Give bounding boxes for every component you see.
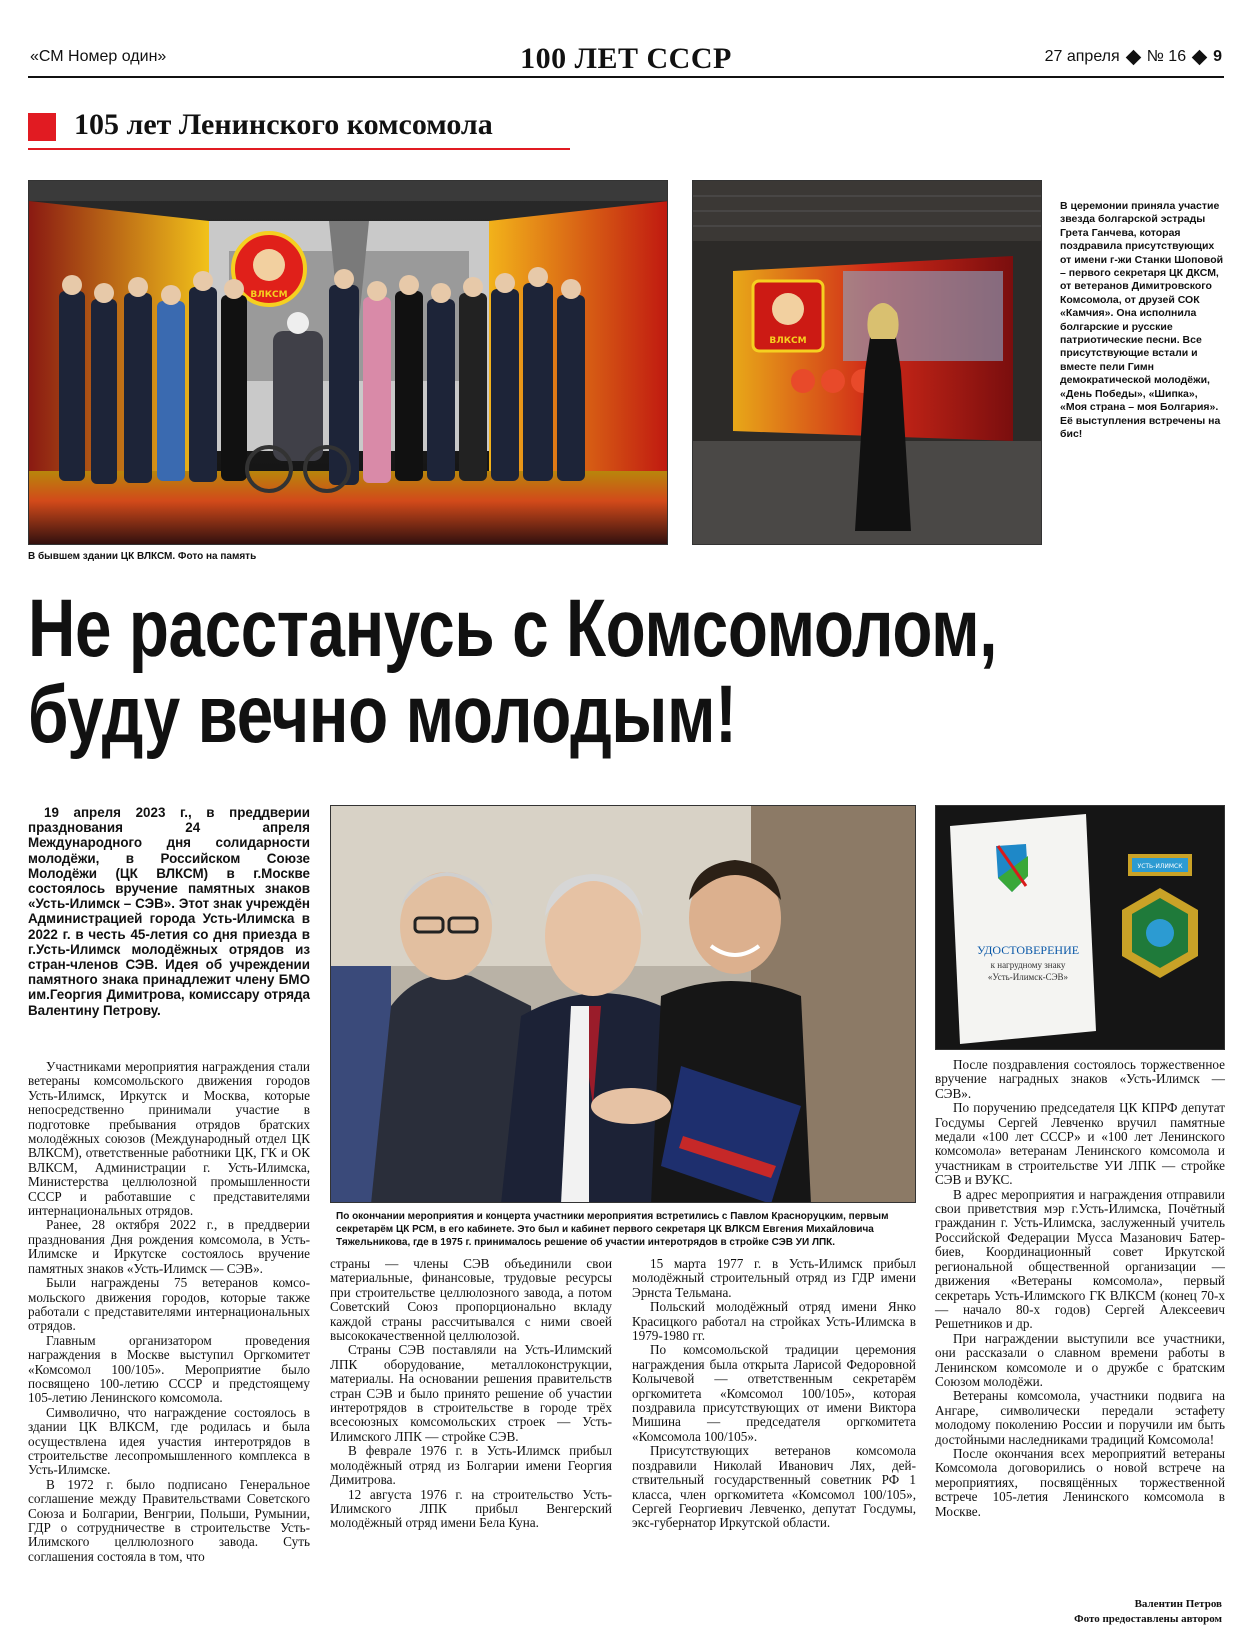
issue-number: № 16 xyxy=(1146,48,1187,65)
paragraph: Польский молодёжный отряд имени Янко Красицкого работал на стройках Усть-Илимска в 1979-1980 гг. xyxy=(632,1299,916,1344)
photo-credit: Фото предоставлены автором xyxy=(1074,1613,1222,1625)
group-photo-caption: В бывшем здании ЦК ВЛКСМ. Фото на память xyxy=(28,551,257,562)
paragraph: В феврале 1976 г. в Усть-Илимск прибыл молодёжный отряд из Болгарии имени Георгия Димитрова. xyxy=(330,1443,612,1488)
cert-line-3: «Усть-Илимск-СЭВ» xyxy=(987,972,1069,982)
paragraph: 12 августа 1976 г. на строительство Усть-Илимского ЛПК прибыл Венгерский молодёжный отряд имени Бела Куна. xyxy=(330,1486,612,1531)
section-divider xyxy=(28,148,570,150)
group-photo-illustration xyxy=(29,181,668,545)
badge-ribbon-text: УСТЬ-ИЛИМСК xyxy=(1137,863,1183,870)
paragraph: страны — члены СЭВ объединили свои материальные, финансовые, трудовые ресурсы при строительстве целлюлозного завода, а потом Советский Союз пропорционально вкладу каждой страны рассчитывался с ними своей высококачественной целлюлозой. xyxy=(330,1256,612,1344)
paragraph: При награждении выступили все участники, они рассказали о славном времени работы в Ленинском комсомоле и о дружбе с братским Союзом молодёжи. xyxy=(935,1330,1225,1389)
article-headline xyxy=(28,583,998,760)
paragraph: В адрес мероприятия и награждения отправили свои приветствия мэр г.Усть-Илимска, Почётный гражданин г. Усть-Илимска, заслуженный учитель Российской Федерации Мусса Мазанович Батербиев, Координационный совет Иркутской региональной общественной организации — движения «Ветераны комсомола», первый секретарь Усть-Илимского ГК ВЛКСМ (конец 70-х — начало 80-х годов) Сергей Алексеевич Решетников и др. xyxy=(935,1186,1225,1332)
vlksm-badge-text: ВЛКСМ xyxy=(769,336,807,346)
article-column-3 xyxy=(632,1257,916,1531)
issue-info xyxy=(1045,48,1222,66)
singer-photo-caption: В церемонии приняла участие звезда болгарской эстрады Грета Ганчева, которая поздравила присутствующих от имени г-жи Станки Шоповой – первого секретаря ЦК ДКСМ, от ветеранов Димитровского Комсомола, от друзей СОК «Камчия». Она исполнила болгарские и русские патриотические песни. Все присутствующие встали и вместе пели Гимн демократической молодёжи, «День Победы», «Шипка», «Моя страна – моя Болгария». Её выступления встречены на бис! xyxy=(1060,200,1224,440)
paragraph: Страны СЭВ поставляли на Усть-Илимский ЛПК оборудование, металлоконструкции, материалы. На основании решения правительств стран СЭВ и было принято решение об участии интеротрядов в строительстве в городе трёх всесоюзных комсомольских строек — Усть-Илимского ЛПК — стройке СЭВ. xyxy=(330,1342,612,1444)
header-divider xyxy=(28,76,1224,78)
certificate-illustration xyxy=(936,806,1225,1050)
paragraph: Были награждены 75 ветеранов комсомольского движения городов, которые также работали с представителями интернациональных отрядов. xyxy=(28,1275,310,1334)
paragraph: Ветераны комсомола, участники подвига на Ангаре, символически передали эстафету молодому поколению России и поручили им быть достойными наследниками традиций Комсомола! xyxy=(935,1388,1225,1447)
section-marker xyxy=(28,113,56,141)
certificate-photo xyxy=(935,805,1225,1050)
vlksm-emblem-text: ВЛКСМ xyxy=(250,290,288,300)
headline-line-2: буду вечно молодым! xyxy=(28,669,737,760)
paragraph: В 1972 г. было подписано Генеральное соглашение между Правительствами Советского Союза и Болгарии, Венгрии, Польши, Румынии, ГДР о сотрудничестве в строительстве Усть-Илимского целлюлозного завода. Суть соглашения состояла в том, что xyxy=(28,1476,310,1564)
office-meeting-caption: По окончании мероприятия и концерта участники мероприятия встретились с Павлом Красноруцким, первым секретарём ЦК РСМ, в его кабинете. Это был и кабинет первого секретаря ЦК ВЛКСМ Евгения Михайловича Тяжельникова, где в 1975 г. принималось решение об участии интеротрядов в стройке СЭВ УИ ЛПК. xyxy=(336,1211,889,1248)
paragraph: После окончания всех мероприятий ветераны Комсомола договорились о новой встрече на мероприятиях, посвящённых торжественной встрече 105-летия Ленинского комсомола в Москве. xyxy=(935,1445,1225,1519)
singer-photo xyxy=(692,180,1042,545)
paragraph: По поручению председателя ЦК КПРФ депутат Госдумы Сергей Левченко вручил памятные медали «100 лет СССР» и «100 лет Ленинского комсомола» ветеранам Ленинского комсомола и участникам в строительстве УИ ЛПК — стройке СЭВ и ВУКС. xyxy=(935,1100,1225,1188)
issue-date: 27 апреля xyxy=(1044,48,1120,65)
article-column-4 xyxy=(935,1058,1225,1519)
lead-text: 19 апреля 2023 г., в преддверии празднования 24 апреля Международного дня солидарности молодёжи, в Российском Союзе Молодёжи (ЦК ВЛКСМ) в г.Москве состоялось вручение памятных знаков «Усть-Илимск – СЭВ». Этот знак учреждён Администрацией города Усть-Илимска в 2022 г. в честь 45-летия со дня приезда в г.Усть-Илимск молодёжных отрядов из стран-членов СЭВ. Идея об учреждении памятного знака принадлежит члену БМО им.Георгия Димитрова, комиссару отряда Валентину Петрову. xyxy=(28,805,310,1018)
page-number: 9 xyxy=(1213,48,1222,65)
paragraph: Присутствующих ветеранов комсомола поздравили Николай Иванович Лях, действительный государственный советник РФ 1 класса, член оргкомитета «Комсомол 100/105», Сергей Георгиевич Левченко, депутат Госдумы, экс-губернатор Иркутской области. xyxy=(632,1443,916,1531)
paragraph: 15 марта 1977 г. в Усть-Илимск прибыл молодёжный строительный отряд из ГДР имени Эрнста Тельмана. xyxy=(632,1256,916,1300)
paragraph: Ранее, 28 октября 2022 г., в преддверии празднования Дня рождения комсомола, в Усть-Илимске и Иркутске состоялось вручение памятных знаков «Усть-Илимск — СЭВ». xyxy=(28,1217,310,1276)
article-column-2 xyxy=(330,1257,612,1531)
paragraph: Главным организатором проведения награждения в Москве выступил Оргкомитет «Комсомол 100/105». Мероприятие было посвящено 100-летию СССР и предстоящему 105-летию Ленинского комсомола. xyxy=(28,1332,310,1406)
paragraph: По комсомольской традиции церемония награждения была открыта Ларисой Федоровной Колычевой — ответственным секретарём оргкомитета «Комсомол 100/105», которая поздравила присутствующих от имени Виктора Мишина — председателя оргкомитета «Комсомола 100/105». xyxy=(632,1342,916,1444)
publication-name: «СМ Номер один» xyxy=(30,48,167,65)
diamond-icon xyxy=(1125,49,1141,65)
paragraph: Символично, что награждение состоялось в здании ЦК ВЛКСМ, где родилась и была осуществлена идея участия интеротрядов в строительстве лесопромышленного комплекса в Усть-Илимске. xyxy=(28,1404,310,1478)
article-column-1 xyxy=(28,1060,310,1564)
singer-photo-illustration xyxy=(693,181,1042,545)
author-signature: Валентин Петров xyxy=(1134,1598,1222,1610)
office-meeting-photo xyxy=(330,805,916,1203)
rubric-title: 100 ЛЕТ СССР xyxy=(520,42,732,75)
paragraph: После поздравления состоялось торжественное вручение наградных знаков «Усть-Илимск — СЭВ». xyxy=(935,1057,1225,1101)
diamond-icon xyxy=(1192,49,1208,65)
cert-line-2: к нагрудному знаку xyxy=(990,960,1066,970)
cert-title: УДОСТОВЕРЕНИЕ xyxy=(976,943,1080,957)
paragraph: Участниками мероприятия награждения стали ветераны комсомольского движения городов Усть-Илимск, Иркутск и Москва, которые непосредственно принимали участие в подготовке пребывания отрядов братских молодёжных союзов (Международный отдел ЦК ВЛКСМ), ответственные работники ЦК, ГК и ОК ВЛКСМ, Администрации г. Усть-Илимска, Министерства целлюлозной промышленности СССР и работавшие с представителями интернациональных отрядов. xyxy=(28,1059,310,1219)
group-photo xyxy=(28,180,668,545)
section-title: 105 лет Ленинского комсомола xyxy=(74,108,493,141)
office-meeting-illustration xyxy=(331,806,916,1203)
article-lead xyxy=(28,805,310,1018)
headline-line-1: Не расстанусь с Комсомолом, xyxy=(28,583,998,674)
